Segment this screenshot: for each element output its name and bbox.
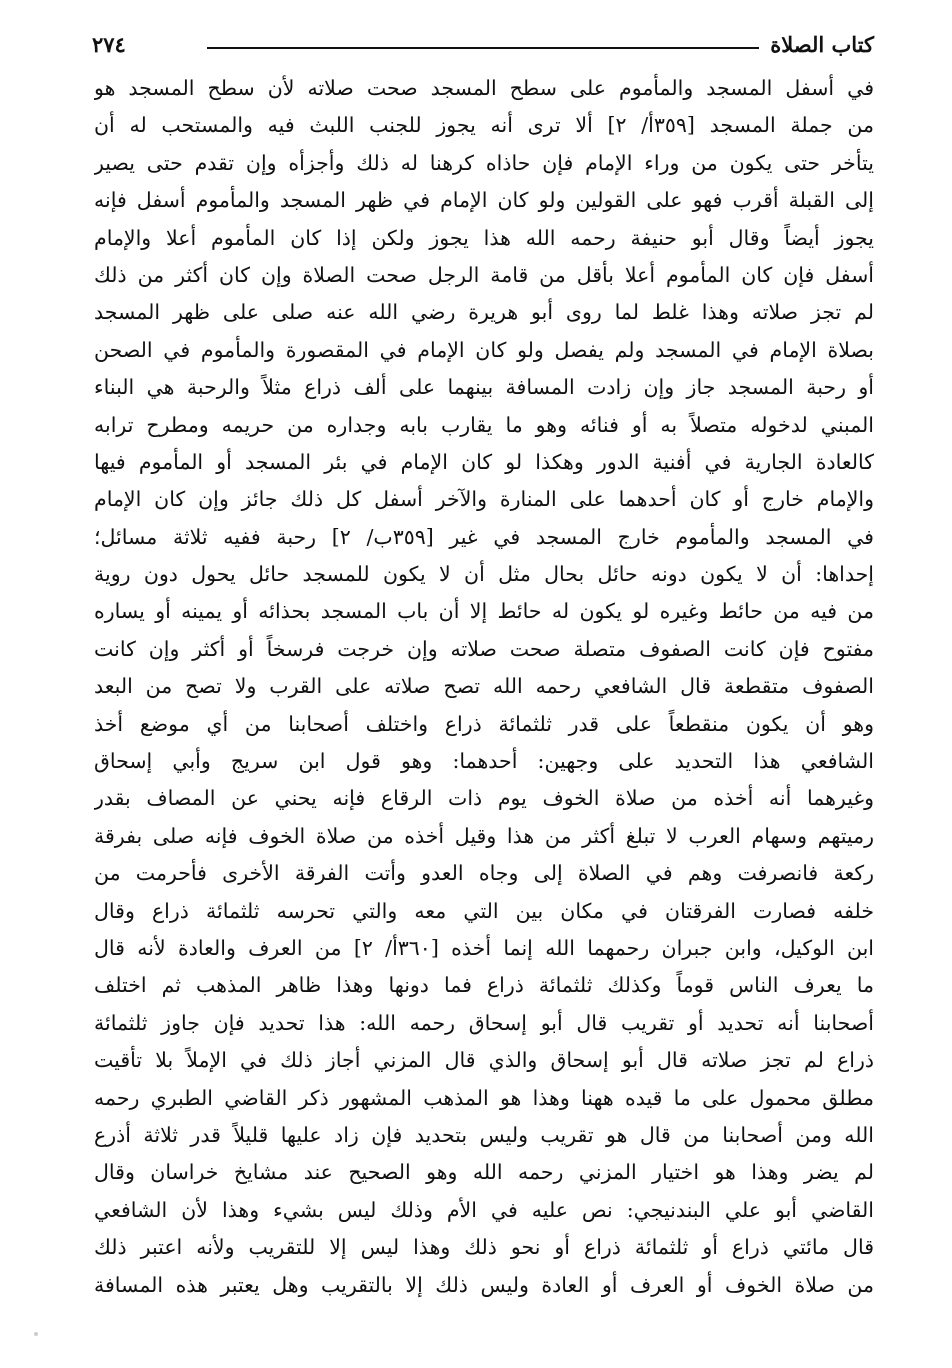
text-line: يتأخر حتى يكون من وراء الإمام فإن حاذاه كرهنا له ذلك وأجزأه وإن تقدم حتى يصير [94, 150, 874, 175]
text-line: يجوز أيضاً وقال أبو حنيفة رحمه الله هذا يجوز ولكن إذا كان المأموم أعلا والإمام [94, 225, 874, 250]
text-line: لم تجز صلاته وهذا غلط لما روى أبو هريرة رضي الله عنه صلى على ظهر المسجد [94, 300, 874, 325]
text-line: من جملة المسجد [٣٥٩أ/ ٢] ألا ترى أنه يجوز للجنب اللبث فيه والمستحب له أن [94, 113, 874, 138]
text-line: الله ومن أصحابنا من قال هو تقريب وليس بتحديد فإن زاد عليها قليلاً قدر ثلاثة أذرع [94, 1122, 874, 1147]
text-line: أو رحبة المسجد جاز وإن زادت المسافة بينهما على ألف ذراع مثلاً والرحبة هي البناء [94, 375, 874, 400]
text-line: خلفه فصارت الفرقتان في مكان بين التي معه والتي تحرسه ثلثمائة ذراع وقال [94, 898, 874, 923]
text-line: لم يضر وهذا هو اختيار المزني رحمه الله وهو الصحيح عند مشايخ خراسان وقال [94, 1160, 874, 1185]
text-line: أسفل فإن كان المأموم أعلا بأقل من قامة الرجل صحت الصلاة وإن كان أكثر من ذلك [94, 262, 874, 287]
text-line: القاضي أبو علي البندنيجي: نص عليه في الأم وذلك ليس بشيء وهذا لأن الشافعي [94, 1197, 874, 1222]
header-rule [207, 47, 759, 49]
text-line: إحداها: أن لا يكون دونه حائل بحال مثل أن لا يكون للمسجد حائل يحول دون روية [94, 562, 874, 587]
text-line: الصفوف متقطعة قال الشافعي رحمه الله تصح صلاته على القرب ولا تصح من البعد [94, 674, 874, 699]
text-line: إلى القبلة أقرب فهو على القولين ولو كان الإمام في ظهر المسجد والمأموم أسفل فإنه [94, 188, 874, 213]
text-line: الشافعي هذا التحديد على وجهين: أحدهما: وهو قول ابن سريج وأبي إسحاق [94, 749, 874, 774]
text-line: وغيرهما أنه أخذه من صلاة الخوف يوم ذات الرقاع فإنه يحني عن المصاف بقدر [94, 786, 874, 811]
text-line: ما يعرف الناس قوماً وكذلك ثلثمائة ذراع فما دونها وهذا ظاهر المذهب ثم اختلف [94, 973, 874, 998]
text-line: ابن الوكيل، وابن جبران رحمهما الله إنما أخذه [٣٦٠أ/ ٢] من العرف والعادة لأنه قال [94, 935, 874, 960]
text-line: قال مائتي ذراع أو ثلثمائة ذراع أو نحو ذلك وهذا ليس إلا للتقريب ولأنه اعتبر ذلك [94, 1235, 874, 1260]
text-line: ركعة فانصرفت وهم في الصلاة إلى وجاه العدو وأتت الفرقة الأخرى فأحرمت من [94, 861, 874, 886]
text-line: في أسفل المسجد والمأموم على سطح المسجد صحت صلاته لأن سطح المسجد هو [94, 76, 874, 100]
text-line: بصلاة الإمام في المسجد ولم يفصل ولو كان الإمام في المقصورة والمأموم في الصحن [94, 337, 874, 362]
text-line: المبني لدخوله متصلاً به أو فنائه وهو ما يقارب بابه وجداره من حريمه ومطرح ترابه [94, 412, 874, 437]
text-line: ذراع لم تجز صلاته قال أبو إسحاق والذي قال المزني أجاز ذلك في الإملاً بلا تأقيت [94, 1048, 874, 1073]
running-header [92, 30, 874, 64]
text-line: مفتوح فإن كانت الصفوف متصلة صحت صلاته وإن خرجت فرسخاً أو أكثر وإن كانت [94, 636, 874, 661]
text-line: وهو أن يكون منقطعاً على قدر ثلثمائة ذراع واختلف أصحابنا من أي موضع أخذ [94, 711, 874, 736]
text-line: في المسجد والمأموم خارج المسجد في غير [٣٥٩ب/ ٢] رحبة ففيه ثلاثة مسائل؛ [94, 524, 874, 549]
text-line: والإمام خارج أو كان أحدهما على المنارة والآخر أسفل كل ذلك جائز وإن كان الإمام [94, 487, 874, 512]
body-text [94, 70, 874, 1304]
text-line: مطلق محمول على ما قيده ههنا وهذا هو المذهب المشهور ذكر القاضي الطبري رحمه [94, 1085, 874, 1110]
text-line: من صلاة الخوف أو العرف أو العادة وليس ذلك إلا بالتقريب وهل يعتبر هذه المسافة [94, 1272, 874, 1297]
page-number: ٢٧٤ [92, 32, 126, 57]
text-line: كالعادة الجارية في أفنية الدور وهكذا لو كان الإمام في بئر المسجد أو المأموم فيها [94, 449, 874, 474]
chapter-title: كتاب الصلاة [770, 32, 874, 57]
text-line: من فيه من حائط وغيره لو يكون له حائط إلا أن باب المسجد بحذائه أو يمينه أو يساره [94, 599, 874, 624]
text-line: رميتهم وسهام العرب لا تبلغ أكثر من هذا وقيل أخذه من صلاة الخوف فإنه صلى بفرقة [94, 823, 874, 848]
text-line: أصحابنا أنه تحديد أو تقريب قال أبو إسحاق رحمه الله: هذا تحديد فإن جاوز ثلثمائة [94, 1010, 874, 1035]
scan-speck [34, 1332, 38, 1336]
